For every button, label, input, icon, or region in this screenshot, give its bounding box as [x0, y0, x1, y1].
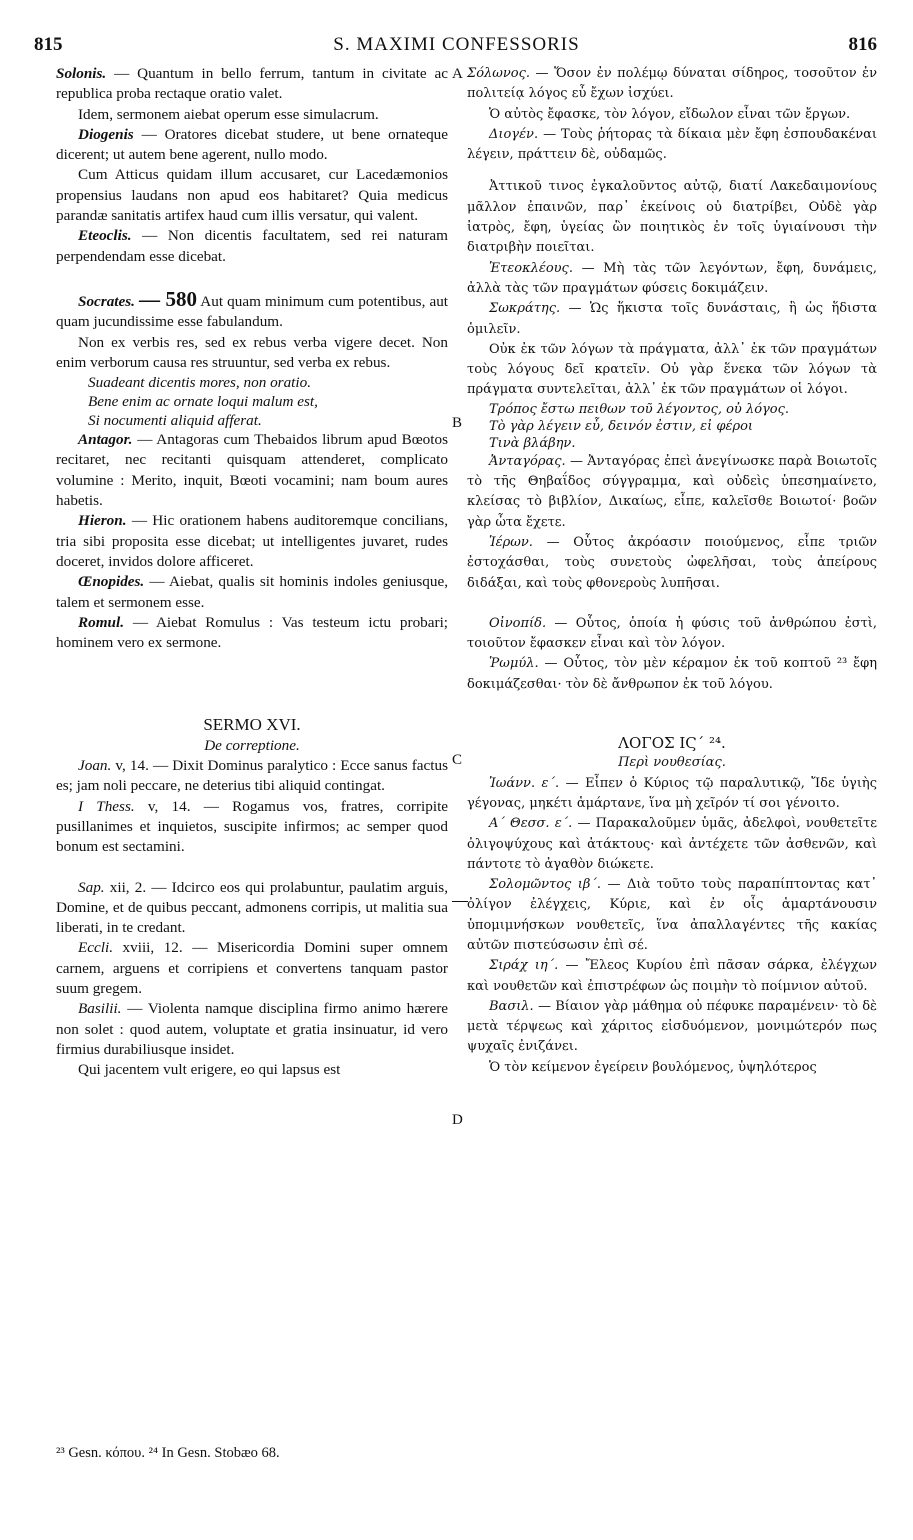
latin-para: [56, 938, 448, 999]
para-text: — Ἀνταγόρας ἐπεὶ ἀνεγίνωσκε παρὰ Βοιωτοῖς τὸ τῆς Θηβαΐδος σύγγραμμα, καὶ οὐδεὶς ὑπεσημαίνετο, κλείσας τὸ βιβλίον, Δικαίως, εἶπε, καλεῖσθε Βοιωτοί· βοῶν γὰρ ὦτα ἔχετε.: [467, 453, 877, 530]
speaker-name: Σόλωνος.: [467, 66, 531, 81]
verse-line: Si nocumenti aliquid afferat.: [88, 412, 262, 430]
greek-para: Ἀττικοῦ τινος ἐγκαλοῦντος αὐτῷ, διατί Λακεδαιμονίους μᾶλλον ἐπαινῶν, παρ᾽ ἐκείνοις οὐ διατρίβει, Οὐδὲ γὰρ ἰατρὸς, ἔφη, ὑγείας ὢν ποιητικὸς ἐν τοῖς ὑγιαίνουσι τὴν διατριβὴν ποιεῖται.: [467, 179, 877, 256]
latin-para: [56, 999, 448, 1060]
scripture-ref: Σιράχ ιη´.: [489, 958, 559, 974]
verse-line: Bene enim ac ornate loqui malum est,: [88, 393, 318, 411]
para-text: — Μὴ τὰς τῶν λεγόντων, ἔφη, δυνάμεις, ἀλλὰ τὰς τῶν πραγμάτων φύσεις δοκιμάζειν.: [467, 260, 877, 296]
section-number: — 580: [139, 286, 198, 311]
latin-para: [56, 572, 448, 613]
page-number-left: 815: [34, 34, 63, 55]
scripture-ref: Α´ Θεσσ. ε´.: [489, 816, 573, 832]
para-text: — Oratores dicebat studere, ut bene ornateque dicerent; ut autem bene agerent, nullo modo.: [56, 125, 449, 164]
speaker-name: Socrates.: [78, 292, 135, 310]
margin-letter: D: [452, 1112, 463, 1128]
greek-para: [467, 774, 877, 815]
running-header: [0, 34, 913, 60]
scripture-ref: Joan.: [78, 757, 112, 775]
greek-para: [467, 814, 877, 875]
greek-para: [467, 299, 877, 340]
column-divider: [452, 901, 468, 902]
greek-para: [467, 654, 877, 695]
verse-line: Τινὰ βλάβην.: [489, 435, 576, 451]
para-text: — Οὗτος ἀκρόασιν ποιούμενος, εἶπε τριῶν ἐστοχάσθαι, τοὺς συνετοὺς ὠφελῆσαι, τοὺς ἀπείρους διδάξαι, καὶ τοὺς φθονεροὺς λυπῆσαι.: [467, 534, 877, 591]
scripture-ref: Sap.: [78, 878, 105, 896]
para-text: — Hic orationem habens auditoremque concilians, tria sibi proposita esse dicebat; ut intelligentes juvaret, rudes doceret, invidos dolore afficeret.: [56, 512, 449, 570]
scripture-loc: xii, 2.: [109, 878, 147, 896]
scripture-ref: Βασιλ.: [489, 998, 534, 1014]
scripture-ref: Eccli.: [78, 939, 113, 957]
page-number-right: 816: [848, 34, 877, 55]
greek-para: Ὁ τὸν κείμενον ἐγείρειν βουλόμενος, ὑψηλότερος: [489, 1059, 817, 1075]
para-text: — Τοὺς ῥήτορας τὰ δίκαια μὲν ἔφη ἐσπουδακέναι λέγειν, πράττειν δὲ, οὐδαμῶς.: [467, 126, 877, 163]
para-text: — Βίαιον γὰρ μάθημα οὐ πέφυκε παραμένειν· τὸ δὲ μετὰ τέρψεως καὶ χάριτος εἰσδυόμενον, μονιμώτερόν πως ψυχαῖς ἐνιζάνει.: [467, 998, 878, 1055]
logos-subtitle: Περὶ νουθεσίας.: [618, 755, 726, 771]
para-text: — Violenta namque disciplina firmo animo hærere non solet : quod autem, voluptate et gratia insinuatur, id vero firmius durabiliusque insidet.: [56, 1000, 449, 1058]
speaker-name: Romul.: [78, 613, 125, 631]
para-text: — Ὅσον ἐν πολέμῳ δύναται σίδηρος, τοσοῦτον ἐν πολιτείᾳ λόγος εὖ ἔχων ἰσχύει.: [467, 66, 877, 102]
para-text: — Ὡς ἥκιστα τοῖς δυνάσταις, ἢ ὡς ἥδιστα ὁμιλεῖν.: [467, 301, 878, 337]
para-text: — Antagoras cum Thebaidos librum apud Bœotos recitaret, nec recitanti quisquam attenderet, complicato volumine : Merito, inquit, Bœoti vocamini; nam boum aures habetis.: [56, 431, 449, 510]
para-text: — Rogamus vos, fratres, corripite pusillanimes et inquietos, suscipite infirmos; ac semper quod bonum est sectamini.: [56, 797, 449, 856]
latin-para: [56, 286, 449, 333]
scripture-loc: v, 14.: [115, 757, 149, 775]
para-text: — Ἔλεος Κυρίου ἐπὶ πᾶσαν σάρκα, ἐλέγχων καὶ νουθετῶν καὶ ἐπιστρέφων ὡς ποιμὴν τὸ ποίμνιον αὐτοῦ.: [467, 958, 877, 994]
para-text: — Dixit Dominus paralytico : Ecce sanus factus es; jam noli peccare, ne deterius tibi aliquid contingat.: [56, 757, 449, 795]
sermo-title: SERMO XVI.: [203, 715, 301, 735]
para-text: — Non dicentis facultatem, sed rei naturam perpendendam esse dicebat.: [56, 227, 448, 265]
para-text: — Διὰ τοῦτο τοὺς παραπίπτοντας κατ᾽ ὀλίγον ἐλέγχεις, Κύριε, καὶ ἐν οἷς ἁμαρτάνουσιν ὑπομιμνήσκων νουθετεῖς, ἵνα ἀπαλλαγέντες τῆς κακίας αὐτῶν πιστεύσωσιν ἐπὶ σέ.: [467, 877, 878, 953]
verse-line: Τὸ γὰρ λέγειν εὖ, δεινόν ἐστιν, εἰ φέροι: [489, 418, 754, 434]
greek-para: Ὁ αὐτὸς ἔφασκε, τὸν λόγον, εἴδωλον εἶναι τῶν ἔργων.: [489, 106, 851, 122]
logos-title: ΛΟΓΟΣ ΙϚ´ ²⁴.: [618, 734, 726, 753]
speaker-name: Solonis.: [56, 65, 107, 82]
scripture-ref: Ἰωάνν. ε´.: [489, 775, 560, 791]
margin-letter: C: [452, 752, 463, 768]
greek-para: Οὐκ ἐκ τῶν λόγων τὰ πράγματα, ἀλλ᾽ ἐκ τῶν πραγμάτων τοὺς λόγους δεῖ κρατεῖν. Οὐ γὰρ ἕνεκα τῶν λόγων τὰ πράγματα συντελεῖται, ἀλλ᾽ ἐκ τῶν πραγμάτων οἱ λόγοι.: [467, 341, 877, 398]
greek-para: [467, 875, 877, 956]
para-text: — Εἶπεν ὁ Κύριος τῷ παραλυτικῷ, Ἴδε ὑγιὴς γέγονας, μηκέτι ἁμάρτανε, ἵνα μὴ χεῖρόν τί σοι γένοιτο.: [467, 775, 877, 811]
speaker-name: Ἐτεοκλέους.: [489, 260, 573, 276]
scripture-ref: Basilii.: [78, 1000, 122, 1018]
latin-para: [56, 226, 448, 267]
verse-line: Suadeant dicentis mores, non oratio.: [88, 374, 312, 392]
greek-para: [467, 125, 877, 166]
latin-para: Non ex verbis res, sed ex rebus verba vigere decet. Non enim verborum causa res struuntur, sed verba ex rebus.: [56, 333, 448, 371]
para-text: — Aiebat Romulus : Vas testeum ictu probari; hominem vero ex sermone.: [56, 613, 449, 652]
speaker-name: Diogenis: [78, 125, 134, 143]
speaker-name: Διογέν.: [489, 126, 539, 142]
speaker-name: Οἰνοπίδ.: [489, 615, 547, 631]
greek-para: [467, 259, 877, 300]
greek-para: [467, 614, 877, 655]
speaker-name: Hieron.: [78, 512, 127, 530]
speaker-name: Eteoclis.: [78, 227, 132, 245]
latin-para: [56, 511, 448, 572]
latin-para: [56, 430, 448, 511]
para-text: — Idcirco eos qui prolabuntur, paulatim arguis, Domine, et de quibus peccant, admonens corripis, ut malitia sua liberati, in te credant.: [56, 878, 448, 937]
scripture-loc: v, 14.: [147, 797, 191, 815]
para-text: — Aiebat, qualis sit hominis indoles geniusque, talem et sermonem esse.: [56, 573, 448, 611]
speaker-name: Antagor.: [78, 431, 133, 449]
greek-para: [467, 956, 877, 997]
greek-para: [467, 64, 877, 105]
speaker-name: Ῥωμύλ.: [489, 656, 539, 672]
speaker-name: Ἱέρων.: [489, 534, 533, 550]
speaker-name: Œnopides.: [78, 573, 145, 591]
latin-para: [56, 64, 448, 105]
para-text: — Misericordia Domini super omnem carnem, arguens et corripiens et convertens tanquam pastor suum gregem.: [56, 939, 448, 997]
greek-para: [467, 997, 877, 1058]
para-text: — Quantum in bello ferrum, tantum in civitate ac republica proba rectaque oratio valet.: [56, 65, 448, 103]
latin-para: [56, 756, 448, 797]
latin-para: [56, 613, 448, 654]
scripture-loc: xviii, 12.: [122, 939, 183, 957]
para-text: — Οὗτος, τὸν μὲν κέραμον ἐκ τοῦ κοπτοῦ ²³ ἔφη δοκιμάζεσθαι· τὸν δὲ ἄνθρωπον ἐκ τοῦ λόγου.: [467, 656, 877, 692]
greek-column: [467, 64, 877, 1078]
scripture-ref: Σολομῶντος ιβ´.: [489, 877, 602, 893]
greek-para: [467, 533, 877, 594]
latin-para: Cum Atticus quidam illum accusaret, cur Lacedæmonios propensius laudans non apud eos habitaret? Quia medicus parandæ sanitatis artifex haud cum illis versatur, qui valent.: [56, 166, 448, 225]
running-title: S. MAXIMI CONFESSORIS: [333, 34, 580, 55]
para-text: Aut quam minimum cum potentibus, aut quam jucundissime esse fabulandum.: [56, 292, 449, 331]
latin-column: [56, 64, 448, 1080]
latin-para: [56, 878, 448, 939]
sermo-subtitle: De correptione.: [204, 736, 300, 754]
para-text: — Οὗτος, ὁποία ἡ φύσις τοῦ ἀνθρώπου ἐστὶ, τοιοῦτον ἔφασκεν εἶναι καὶ τὸν λόγον.: [467, 615, 877, 652]
latin-para: Qui jacentem vult erigere, eo qui lapsus est: [78, 1061, 341, 1079]
scripture-ref: I Thess.: [78, 797, 135, 815]
speaker-name: Σωκράτης.: [489, 301, 561, 317]
footnotes: ²³ Gesn. κόπου. ²⁴ In Gesn. Stobæo 68.: [56, 1445, 280, 1461]
margin-letter: B: [452, 415, 463, 431]
verse-line: Τρόπος ἔστω πειθων τοῦ λέγοντος, οὐ λόγος.: [489, 401, 790, 417]
margin-letter: A: [452, 66, 463, 82]
speaker-name: Ἀνταγόρας.: [489, 453, 566, 469]
latin-para: Idem, sermonem aiebat operum esse simulacrum.: [78, 105, 379, 123]
latin-para: [56, 797, 448, 858]
para-text: — Παρακαλοῦμεν ὑμᾶς, ἀδελφοὶ, νουθετεῖτε ὀλιγοψύχους καὶ ἀτάκτους· καὶ ἀντέχετε τῶν ἀσθενῶν, καὶ πάντοτε τὸ ἀγαθὸν διώκετε.: [467, 816, 877, 872]
latin-para: [56, 125, 448, 166]
greek-para: [467, 452, 877, 533]
